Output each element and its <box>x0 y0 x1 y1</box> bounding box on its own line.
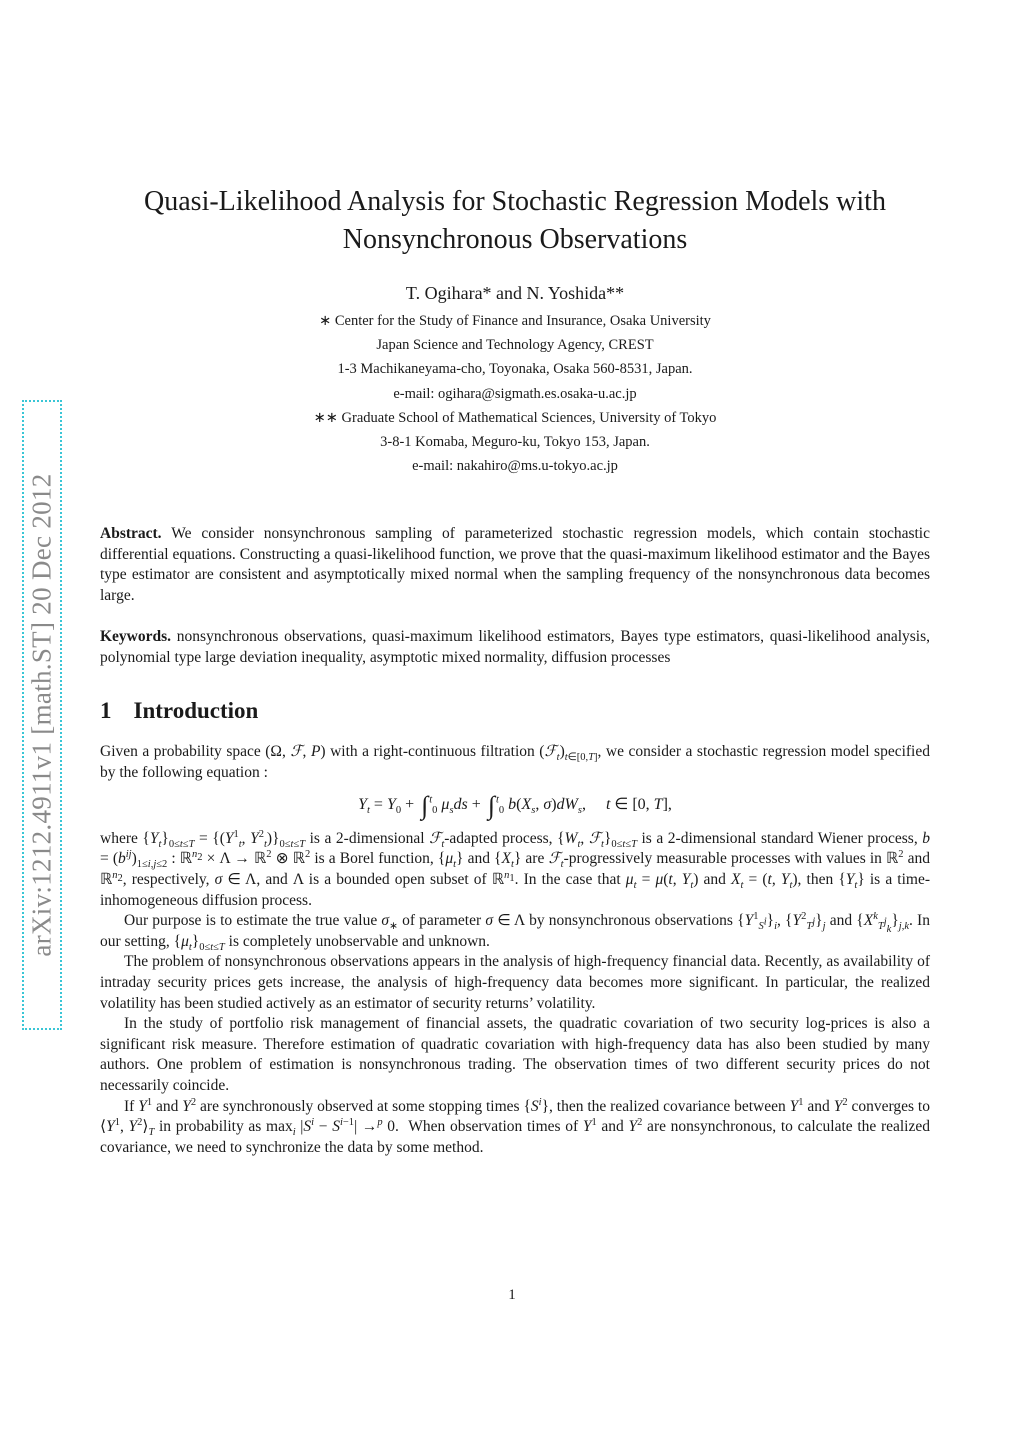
paragraph: If $Y^1$ and $Y^2$ are synchronously observed at some stopping times $\{S^i\}$, then the realized covariance between $Y^1$ and $Y^2$ converges to $⟨Y^1$, $Y^2⟩_T$ in probability as $\max_i |S^i - S^{i-1}| \to^p$ 0. When observation times of $Y^1$ and $Y^2$ are nonsynchronous, to calculate the realized covariance, we need to synchronize the data by some method. <box>100 1096 930 1156</box>
paragraph: The problem of nonsynchronous observations appears in the analysis of high-frequency financial data. Recently, as availability of intraday security prices gets increase, the analysis of high-frequency data becomes more significant. In particular, the realized volatility has been studied actively as an estimator of security returns’ volatility. <box>100 953 930 1012</box>
affiliation-email: e-mail: ogihara@sigmath.es.osaka-u.ac.jp <box>393 385 637 402</box>
affiliation-line: ∗∗ Graduate School of Mathematical Sciences, University of Tokyo <box>313 409 717 426</box>
keywords-text: nonsynchronous observations, quasi-maximum likelihood estimators, Bayes type estimators, quasi-likelihood analysis, polynomial type large deviation inequality, asymptotic mixed normality, diffusion processes <box>100 628 931 666</box>
title-line-1: Quasi-Likelihood Analysis for Stochastic Regression Models with <box>144 186 886 217</box>
abstract <box>100 524 930 606</box>
arxiv-identifier: arXiv:1212.4911v1 [math.ST] 20 Dec 2012 <box>26 473 57 957</box>
paragraph: In the study of portfolio risk management of financial assets, the quadratic covariation of two security log-prices is also a significant risk measure. Therefore estimation of quadratic covariation with high-frequency data has also been studied by many authors. One problem of estimation is nonsynchronous trading. The observation times of two different security prices do not necessarily coincide. <box>100 1015 930 1094</box>
authors: T. Ogihara* and N. Yoshida** <box>405 283 625 303</box>
abstract-text: We consider nonsynchronous sampling of parameterized stochastic regression models, which contain stochastic differential equations. Constructing a quasi-likelihood function, we prove that the quasi-maximum likelihood estimator and the Bayes type estimator are consistent and asymptotically mixed normal when the sampling frequency of the nonsynchronous data becomes large. <box>100 525 930 604</box>
affiliation-line: 1-3 Machikaneyama-cho, Toyonaka, Osaka 560-8531, Japan. <box>337 361 693 378</box>
paragraph: where $\{Y_t\}_{0\le t\le T} = \{(Y^1_t$, $Y^2_t)\}_{0\le t\le T}$ is a 2-dimensional ℱ$_t$-adapted process, {$W_t$, $ℱ_t\}_{0\le t\le T}$ is a 2-dimensional standard Wiener process, $b = (b^{ij})_{1\le i,j\le 2}$ : ℝ$^{n_2}$ × Λ → ℝ$^2$ ⊗ ℝ$^2$ is a Borel function, $\{\mu_t\}$ and $\{X_t\}$ are ℱ$_t$-progressively measurable processes with values in ℝ$^2$ and ℝ$^{n_2}$, respectively, σ ∈ Λ, and Λ is a bounded open subset of ℝ$^{n_1}$. In the case that $\mu_t = \mu(t$, $Y_t$) and $X_t = (t$, $Y_t$), then $\{Y_t\}$ is a time-inhomogeneous diffusion process. <box>100 828 931 909</box>
affiliation-line: ∗ Center for the Study of Finance and Insurance, Osaka University <box>319 313 711 329</box>
paragraph: Our purpose is to estimate the true value $\sigma_∗$ of parameter σ ∈ Λ by nonsynchronous observations $\{Y^1_{S^i}\}_i$, $\{Y^2_{T^j}\}_j$ and $\{X^k_{T^j_k}\}_{j,k}$. In our setting, $\{\mu_t\}_{0\le t\le T}$ is completely unobservable and unknown. <box>100 911 930 953</box>
affiliation-line: Japan Science and Technology Agency, CREST <box>376 337 654 354</box>
abstract-label: Abstract. <box>100 525 162 542</box>
affiliations <box>100 309 930 478</box>
page-number: 1 <box>508 1287 516 1303</box>
arxiv-side-stamp <box>22 400 62 1030</box>
paragraph: Given a probability space (Ω, ℱ, P) with a right-continuous filtration $(ℱ_t)_{t\in[0,T]}$, we consider a stochastic regression model specified by the following equation : <box>100 743 930 781</box>
keywords <box>100 627 930 668</box>
keywords-label: Keywords. <box>100 628 172 645</box>
title-line-2: Nonsynchronous Observations <box>342 224 688 255</box>
section-heading <box>100 698 258 724</box>
section-number: 1 <box>100 698 112 723</box>
affiliation-email: e-mail: nakahiro@ms.u-tokyo.ac.jp <box>412 458 618 475</box>
introduction-body <box>100 742 930 1158</box>
affiliation-line: 3-8-1 Komaba, Meguro-ku, Tokyo 153, Japan. <box>380 434 650 451</box>
paper-title <box>100 183 930 259</box>
section-title: Introduction <box>133 698 259 723</box>
equation: $Y_t = Y_0 + \int^t_0$ $\mu_sds + \int^t_0$ $b(X_s$, $\sigma)dW_s$, t ∈ [0, T], <box>358 791 672 821</box>
